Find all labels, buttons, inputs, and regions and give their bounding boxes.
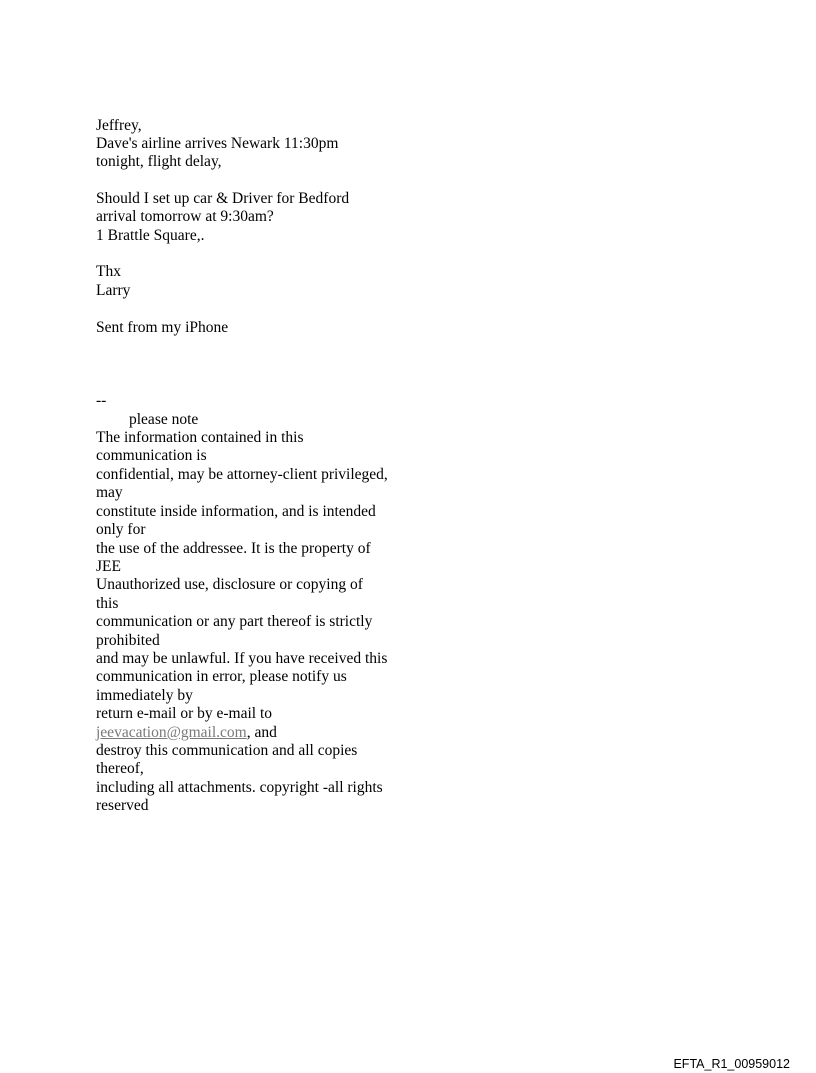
disclaimer-line: destroy this communication and all copies: [96, 742, 358, 759]
disclaimer-email-line: [96, 724, 277, 742]
document-id: EFTA_R1_00959012: [673, 1057, 790, 1071]
disclaimer-line: communication in error, please notify us: [96, 668, 347, 685]
disclaimer-line: Unauthorized use, disclosure or copying of: [96, 576, 363, 593]
email-line-suffix: , and: [246, 724, 277, 741]
disclaimer-line: immediately by: [96, 687, 193, 704]
disclaimer-line: confidential, may be attorney-client privileged,: [96, 466, 388, 483]
email-sender: Larry: [96, 282, 131, 299]
disclaimer-line: the use of the addressee. It is the property of: [96, 540, 371, 557]
email-closing: Thx: [96, 263, 121, 280]
email-greeting: Jeffrey,: [96, 117, 142, 134]
disclaimer-line: communication is: [96, 447, 207, 464]
disclaimer-heading: please note: [129, 411, 199, 428]
email-address-link[interactable]: jeevacation@gmail.com: [96, 724, 247, 741]
disclaimer-line: return e-mail or by e-mail to: [96, 705, 273, 722]
disclaimer-line: only for: [96, 521, 146, 538]
disclaimer-line: thereof,: [96, 760, 144, 777]
disclaimer-separator: --: [96, 392, 107, 409]
email-body-line: Should I set up car & Driver for Bedford: [96, 190, 350, 207]
email-signature: Sent from my iPhone: [96, 319, 229, 336]
email-body-line: Dave's airline arrives Newark 11:30pm: [96, 135, 339, 152]
email-body-line: 1 Brattle Square,.: [96, 227, 205, 244]
disclaimer-line: may: [96, 484, 123, 501]
disclaimer-line: and may be unlawful. If you have received this: [96, 650, 388, 667]
disclaimer-line: constitute inside information, and is intended: [96, 503, 376, 520]
disclaimer-line: The information contained in this: [96, 429, 304, 446]
disclaimer-line: including all attachments. copyright -all rights: [96, 779, 383, 796]
disclaimer-line: prohibited: [96, 632, 160, 649]
disclaimer-line: reserved: [96, 797, 149, 814]
disclaimer-line: JEE: [96, 558, 121, 575]
disclaimer-line: communication or any part thereof is strictly: [96, 613, 373, 630]
email-body-line: arrival tomorrow at 9:30am?: [96, 208, 274, 225]
email-body-line: tonight, flight delay,: [96, 153, 222, 170]
disclaimer-line: this: [96, 595, 119, 612]
